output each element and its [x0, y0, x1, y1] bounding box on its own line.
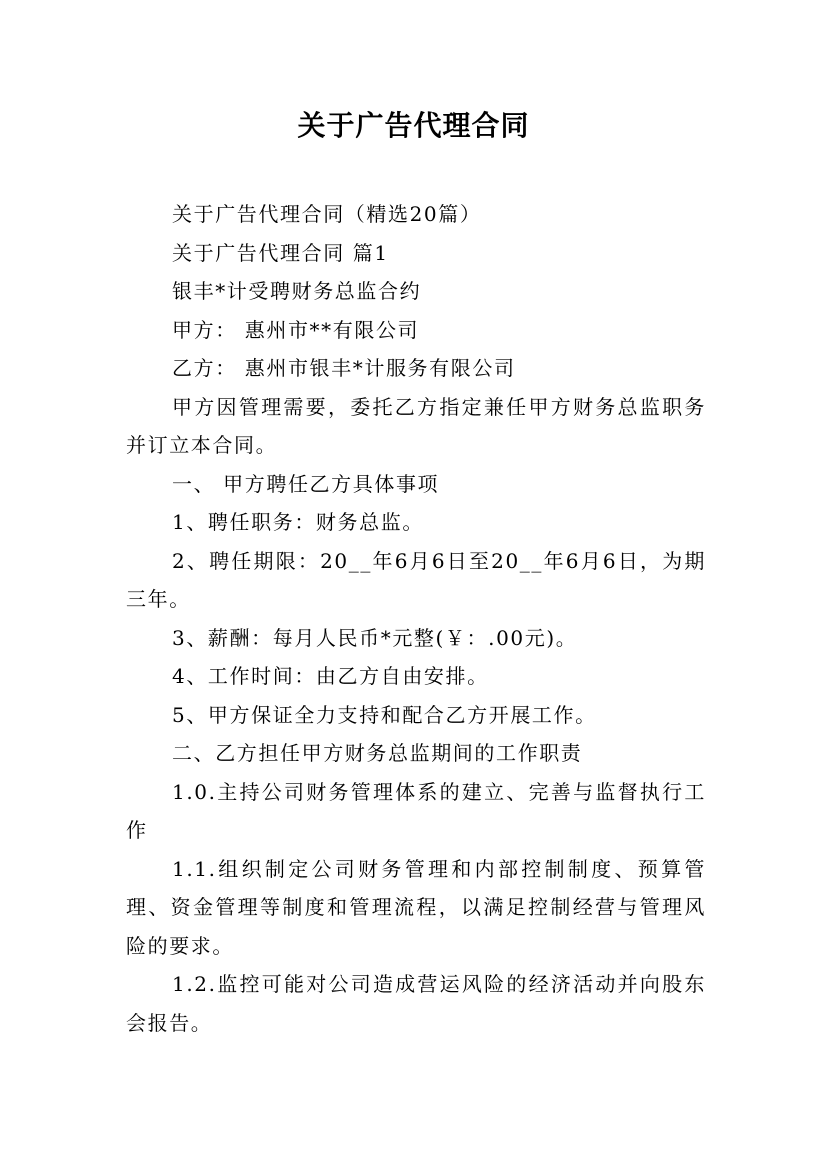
- paragraph-doc-heading: 关于广告代理合同（精选20篇）: [172, 202, 482, 226]
- paragraph-duty-1-0: 1.0.主持公司财务管理体系的建立、完善与监督执行工作: [126, 779, 706, 842]
- document-body: [126, 195, 706, 1042]
- paragraph-item-5: 5、甲方保证全力支持和配合乙方开展工作。: [172, 702, 597, 727]
- paragraph-preamble: 甲方因管理需要，委托乙方指定兼任甲方财务总监职务并订立本合同。: [126, 394, 706, 457]
- document-title: 关于广告代理合同: [297, 109, 530, 142]
- paragraph-party-b: 乙方： 惠州市银丰*计服务有限公司: [172, 356, 516, 380]
- paragraph-item-3: 3、薪酬：每月人民币*元整(￥：.00元)。: [172, 625, 578, 650]
- paragraph-duty-1-2: 1.2.监控可能对公司造成营运风险的经济活动并向股东会报告。: [126, 972, 706, 1035]
- paragraph-item-4: 4、工作时间：由乙方自由安排。: [172, 664, 489, 688]
- paragraph-contract-name: 银丰*计受聘财务总监合约: [172, 279, 422, 303]
- paragraph-section-two: 二、乙方担任甲方财务总监期间的工作职责: [172, 741, 583, 765]
- paragraph-item-1: 1、聘任职务：财务总监。: [172, 510, 424, 534]
- paragraph-duty-1-1: 1.1.组织制定公司财务管理和内部控制制度、预算管理、资金管理等制度和管理流程，以满足控制经营与管理风险的要求。: [126, 856, 706, 958]
- paragraph-article-heading: 关于广告代理合同 篇1: [172, 240, 389, 265]
- paragraph-item-2: 2、聘任期限：20__年6月6日至20__年6月6日，为期三年。: [126, 548, 706, 611]
- paragraph-party-a: 甲方： 惠州市**有限公司: [172, 317, 420, 342]
- paragraph-section-one: 一、 甲方聘任乙方具体事项: [172, 471, 440, 496]
